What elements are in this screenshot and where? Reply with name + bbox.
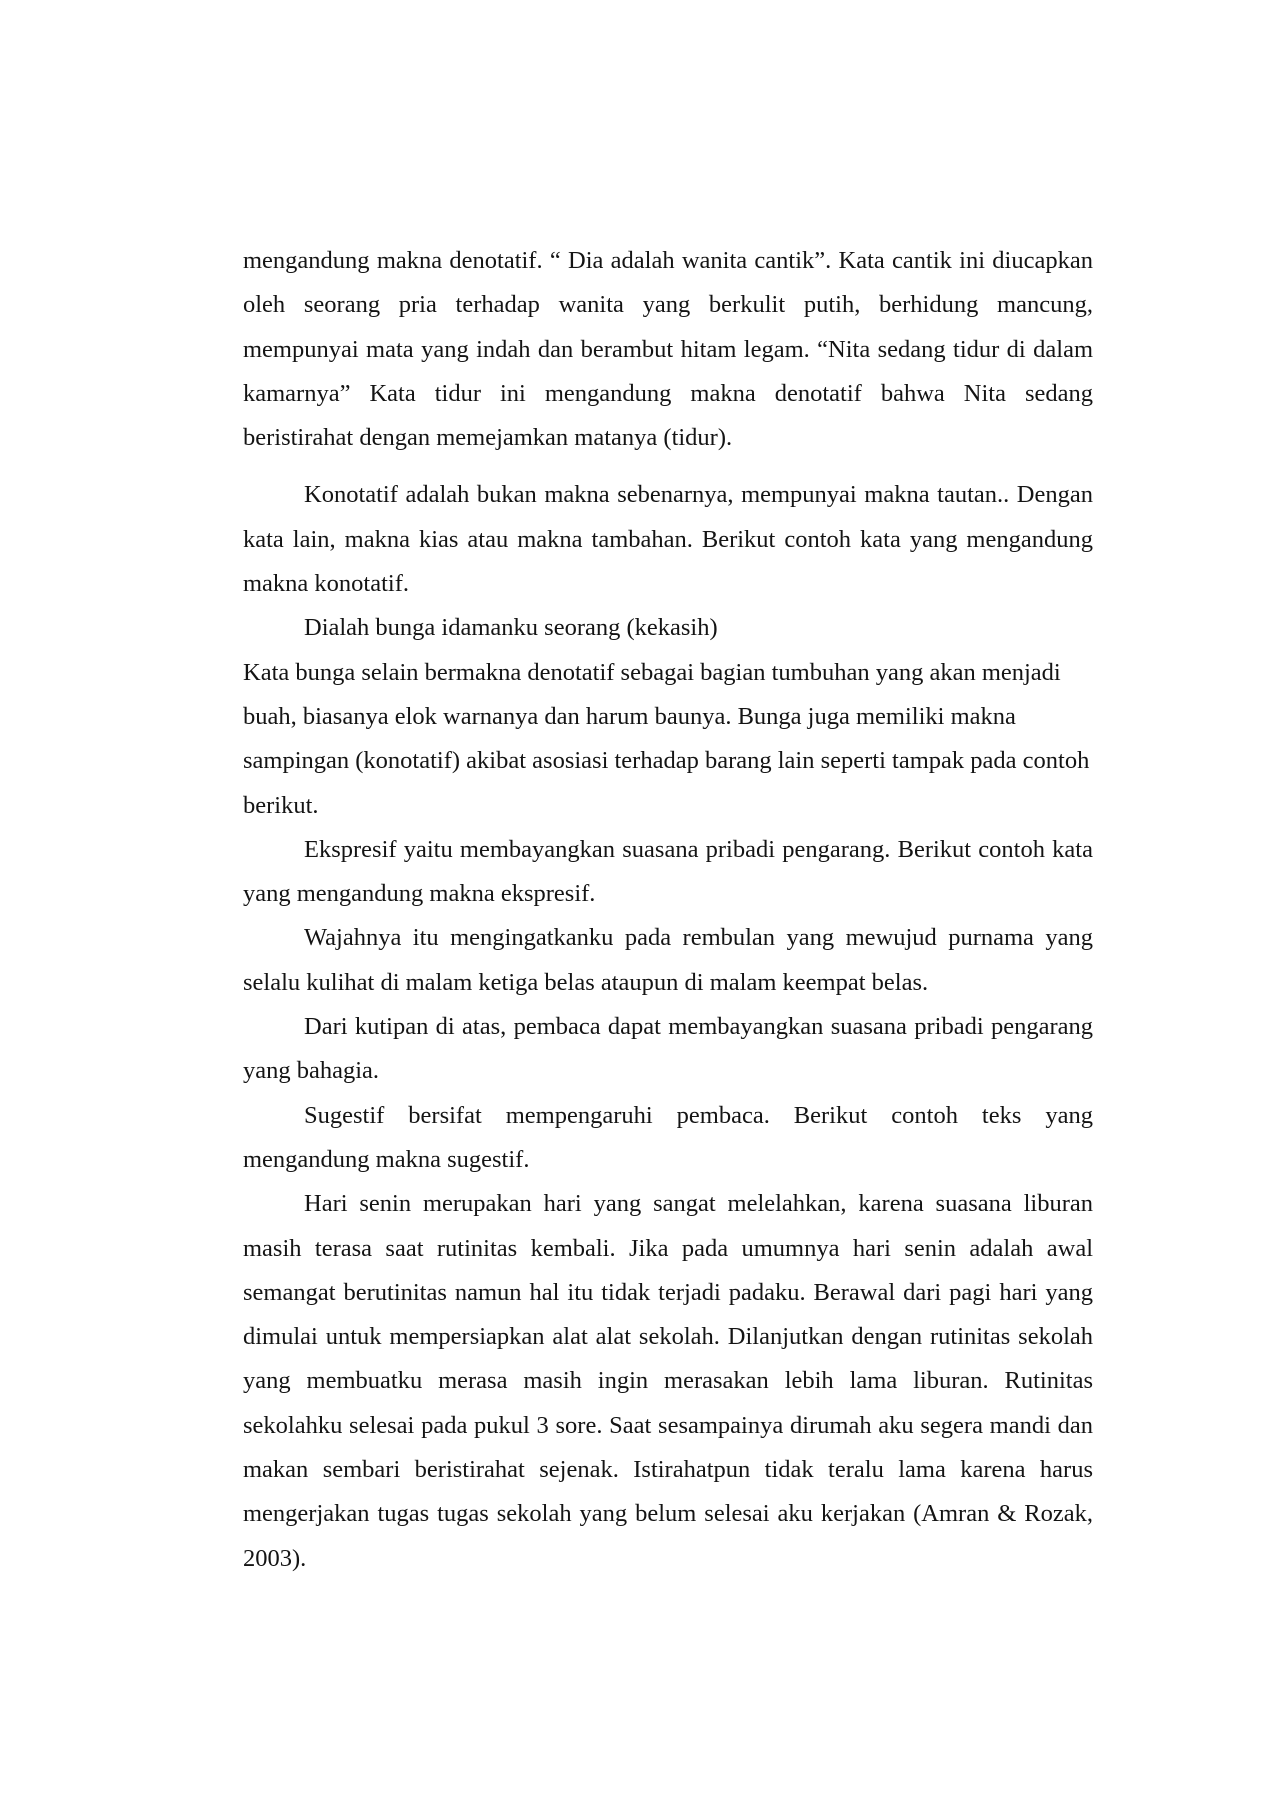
paragraph-bunga-explanation: Kata bunga selain bermakna denotatif sebagai bagian tumbuhan yang akan menjadi buah, biasanya elok warnanya dan harum baunya. Bunga juga memiliki makna sampingan (konotatif) akibat asosiasi terhadap barang lain seperti tampak pada contoh berikut. <box>243 658 1090 819</box>
paragraph-ekspresif-example: Wajahnya itu mengingatkanku pada rembulan yang mewujud purnama yang selalu kulihat di malam ketiga belas ataupun di malam keempat belas. <box>243 924 1093 996</box>
paragraph-denotatif-examples: mengandung makna denotatif. “ Dia adalah wanita cantik”. Kata cantik ini diucapkan oleh seorang pria terhadap wanita yang berkulit putih, berhidung mancung, mempunyai mata yang indah dan berambut hitam legam. “Nita sedang tidur di dalam kamarnya” Kata tidur ini mengandung makna denotatif bahwa Nita sedang beristirahat dengan memejamkan matanya (tidur). <box>243 247 1093 452</box>
paragraph-sugestif-definition: Sugestif bersifat mempengaruhi pembaca. Berikut contoh teks yang mengandung makna sugestif. <box>243 1101 1093 1173</box>
paragraph-ekspresif-analysis: Dari kutipan di atas, pembaca dapat membayangkan suasana pribadi pengarang yang bahagia. <box>243 1013 1093 1085</box>
paragraph-ekspresif-definition: Ekspresif yaitu membayangkan suasana pribadi pengarang. Berikut contoh kata yang mengandung makna ekspresif. <box>243 835 1093 908</box>
document-body <box>243 239 1093 1581</box>
paragraph-konotatif-definition: Konotatif adalah bukan makna sebenarnya, mempunyai makna tautan.. Dengan kata lain, makna kias atau makna tambahan. Berikut contoh kata yang mengandung makna konotatif. <box>243 481 1093 598</box>
paragraph-sugestif-example: Hari senin merupakan hari yang sangat melelahkan, karena suasana liburan masih terasa saat rutinitas kembali. Jika pada umumnya hari senin adalah awal semangat berutinitas namun hal itu tidak terjadi padaku. Berawal dari pagi hari yang dimulai untuk mempersiapkan alat alat sekolah. Dilanjutkan dengan rutinitas sekolah yang membuatku merasa masih ingin merasakan lebih lama liburan. Rutinitas sekolahku selesai pada pukul 3 sore. Saat sesampainya dirumah aku segera mandi dan makan sembari beristirahat sejenak. Istirahatpun tidak teralu lama karena harus mengerjakan tugas tugas sekolah yang belum selesai aku kerjakan (Amran & Rozak, 2003). <box>243 1190 1093 1572</box>
paragraph-konotatif-example: Dialah bunga idamanku seorang (kekasih) <box>304 614 718 642</box>
